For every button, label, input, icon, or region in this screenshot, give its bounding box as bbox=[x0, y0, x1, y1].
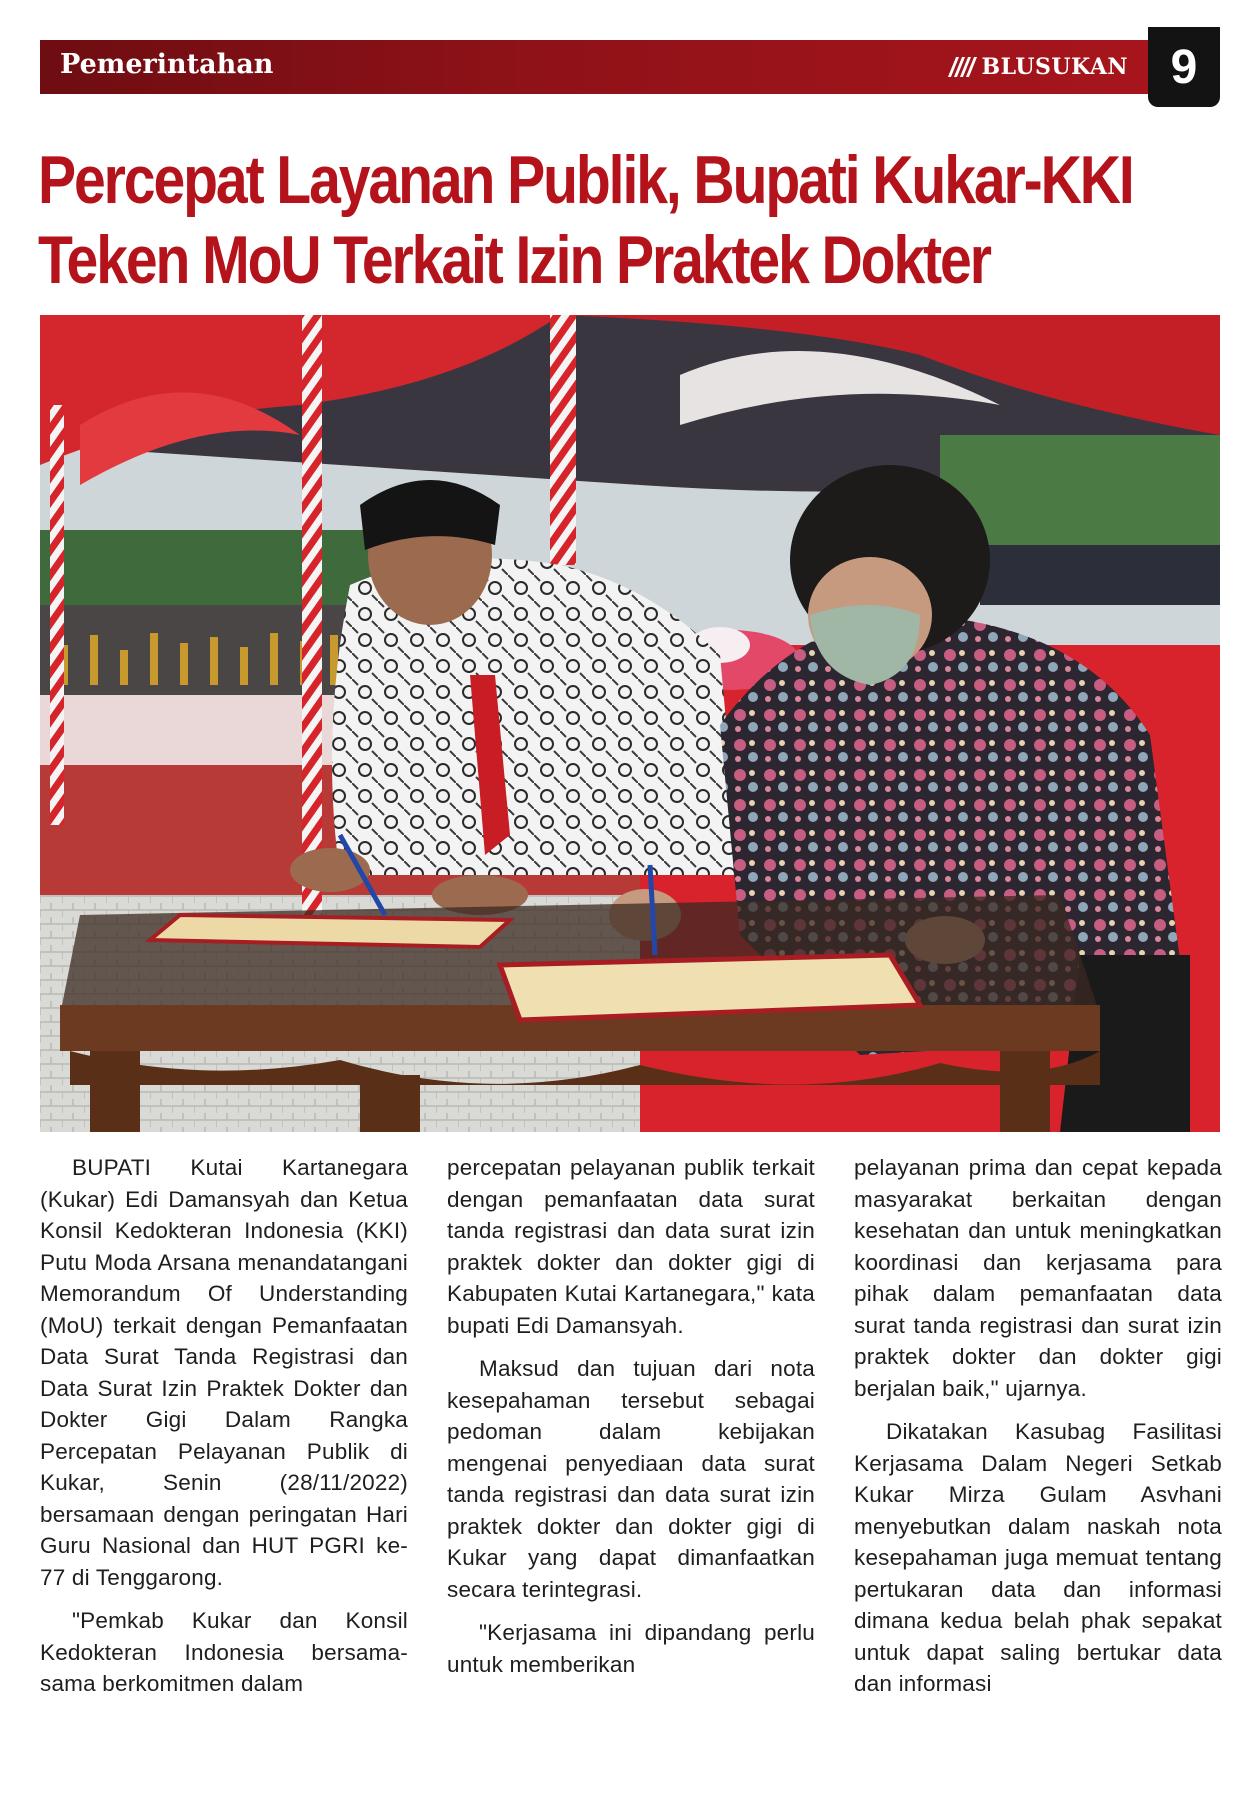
section-header-bar bbox=[40, 40, 1150, 94]
headline-line-1: Percepat Layanan Publik, Bupati Kukar-KKI bbox=[38, 142, 1133, 218]
paragraph: "Pemkab Kukar dan Konsil Kedokteran Indonesia bersama-sama berkomitmen dalam bbox=[40, 1608, 408, 1696]
article-column-2 bbox=[447, 1152, 815, 1692]
brand-logo bbox=[952, 54, 1128, 80]
paragraph: Dikatakan Kasubag Fasilitasi Kerjasama Dalam Negeri Setkab Kukar Mirza Gulam Asvhani menyebutkan dalam naskah nota kesepahaman juga memuat tentang pertukaran data dan informasi dimana kedua belah phak sepakat untuk dapat saling bertukar data dan informasi bbox=[854, 1419, 1222, 1696]
paragraph: "Kerjasama ini dipandang perlu untuk memberikan bbox=[447, 1620, 815, 1677]
article-column-3 bbox=[854, 1152, 1222, 1712]
paragraph: BUPATI Kutai Kartanegara (Kukar) Edi Damansyah dan Ketua Konsil Kedokteran Indonesia (KKI) Putu Moda Arsana menandatangani Memorandum Of Understanding (MoU) terkait dengan Pemanfaatan Data Surat Tanda Registrasi dan Data Surat Izin Praktek Dokter dan Dokter Gigi Dalam Rangka Percepatan Pelayanan Publik di Kukar, Senin (28/11/2022) bersamaan dengan peringatan Hari Guru Nasional dan HUT PGRI ke-77 di Tenggarong. bbox=[40, 1155, 408, 1590]
article-column-1 bbox=[40, 1152, 408, 1712]
slanted-bars-icon bbox=[952, 57, 973, 77]
brand-name: BLUSUKAN bbox=[981, 54, 1128, 80]
article-headline bbox=[38, 140, 1133, 300]
paragraph: Maksud dan tujuan dari nota kesepahaman tersebut sebagai pedoman dalam kebijakan mengenai penyediaan data surat tanda registrasi dan data surat izin praktek dokter dan dokter gigi di Kukar yang dapat dimanfaatkan secara terintegrasi. bbox=[447, 1356, 815, 1602]
page-number: 9 bbox=[1148, 27, 1220, 107]
article-photo bbox=[40, 315, 1220, 1132]
headline-line-2: Teken MoU Terkait Izin Praktek Dokter bbox=[38, 222, 990, 298]
paragraph: percepatan pelayanan publik terkait dengan pemanfaatan data surat tanda registrasi dan data surat izin praktek dokter dan dokter gigi di Kabupaten Kutai Kartanegara," kata bupati Edi Damansyah. bbox=[447, 1155, 815, 1338]
section-label: Pemerintahan bbox=[60, 49, 274, 80]
paragraph: pelayanan prima dan cepat kepada masyarakat berkaitan dengan kesehatan dan untuk meningkatkan koordinasi dan kerjasama para pihak dalam pemanfaatan data surat tanda registrasi dan surat izin praktek dokter dan dokter gigi berjalan baik," ujarnya. bbox=[854, 1155, 1222, 1401]
